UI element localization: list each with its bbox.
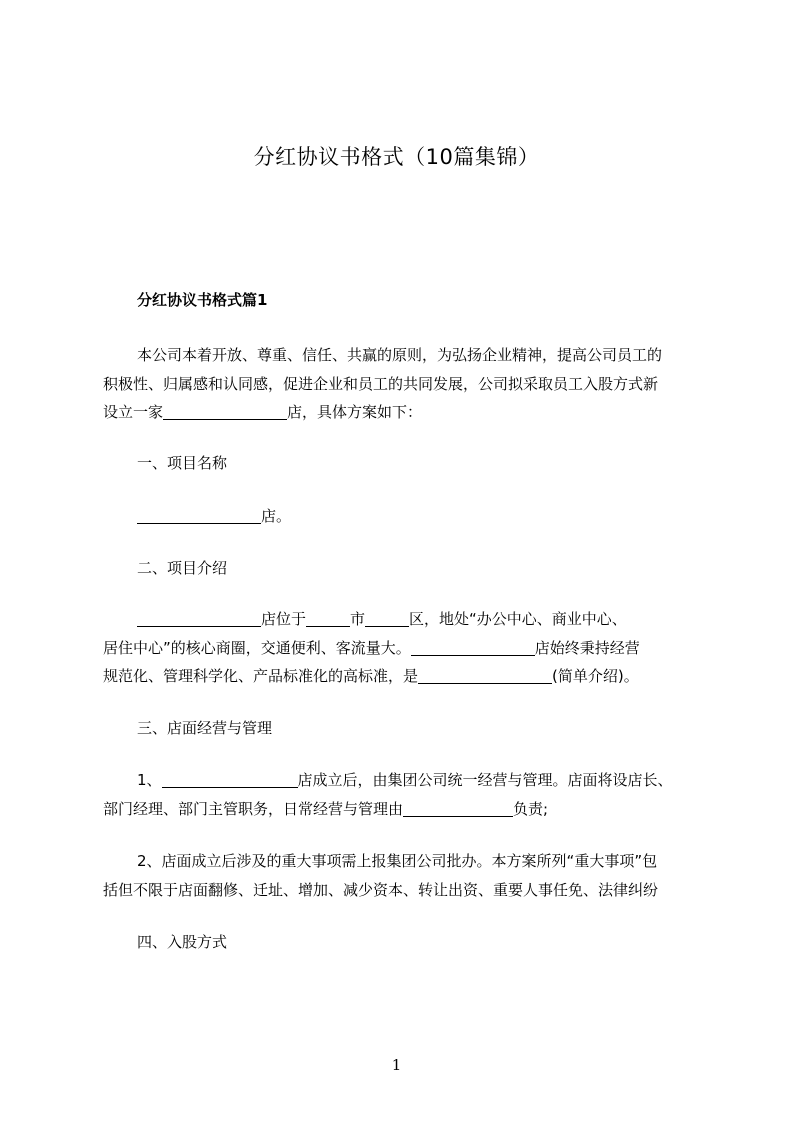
section-1-heading: 一、项目名称	[137, 454, 228, 472]
blank-field	[137, 610, 261, 627]
intro-line-3-pre: 设立一家	[103, 403, 164, 421]
section-3-paragraph-2	[103, 847, 703, 904]
section-2-line-2	[103, 634, 703, 663]
section-3-paragraph-1	[103, 766, 703, 823]
section-3-p1-line-2	[103, 795, 703, 824]
document-title: 分红协议书格式（10篇集锦）	[253, 145, 540, 169]
section-3-p2-line-2: 括但不限于店面翻修、迁址、增加、减少资本、转让出资、重要人事任免、法律纠纷	[103, 880, 659, 899]
section-2-text: 市	[350, 610, 366, 628]
blank-field	[403, 800, 513, 817]
section-2-text: 区，地处“办公中心、商业中心、	[409, 610, 627, 628]
blank-field	[306, 610, 350, 627]
section-3-text: 店成立后，由集团公司统一经营与管理。店面将设店长、	[297, 771, 673, 789]
blank-field	[365, 610, 409, 627]
intro-line-2: 积极性、归属感和认同感，促进企业和员工的共同发展，公司拟采取员工入股方式新	[103, 374, 659, 393]
section-3-p1-line-1	[103, 766, 703, 795]
section-heading: 分红协议书格式篇1	[137, 291, 268, 309]
blank-field	[137, 507, 261, 524]
section-2-text: (简单介绍)。	[552, 667, 639, 685]
section-4-heading: 四、入股方式	[137, 933, 228, 951]
section-1-body-text: 店。	[261, 507, 292, 525]
blank-field	[411, 639, 535, 656]
section-3-text: 负责;	[513, 799, 549, 818]
intro-paragraph	[103, 341, 703, 427]
blank-field	[163, 403, 287, 420]
intro-line-3-post: 店，具体方案如下：	[287, 403, 423, 421]
blank-field	[418, 667, 552, 684]
section-1-body	[137, 502, 291, 530]
page-number: 1	[391, 1056, 402, 1074]
section-2-text: 店始终秉持经营	[534, 638, 640, 657]
intro-line-3	[103, 398, 703, 427]
section-2-line-3	[103, 662, 703, 691]
section-3-heading: 三、店面经营与管理	[137, 719, 273, 737]
blank-field	[162, 771, 298, 788]
section-3-text: 1、	[137, 771, 162, 789]
section-3-p2-line-1: 2、店面成立后涉及的重大事项需上报集团公司批办。本方案所列“重大事项”包	[137, 852, 658, 870]
intro-line-1: 本公司本着开放、尊重、信任、共赢的原则，为弘扬企业精神，提高公司员工的	[137, 346, 663, 364]
section-2-text: 规范化、管理科学化、产品标准化的高标准，是	[103, 667, 419, 685]
section-2-heading: 二、项目介绍	[137, 559, 228, 577]
section-2-text: 店位于	[261, 610, 307, 628]
section-2-line-1	[103, 605, 703, 634]
section-2-paragraph	[103, 605, 703, 691]
section-2-text: 居住中心”的核心商圈，交通便利、客流量大。	[103, 638, 411, 657]
section-3-text: 部门经理、部门主管职务，日常经营与管理由	[103, 799, 404, 818]
